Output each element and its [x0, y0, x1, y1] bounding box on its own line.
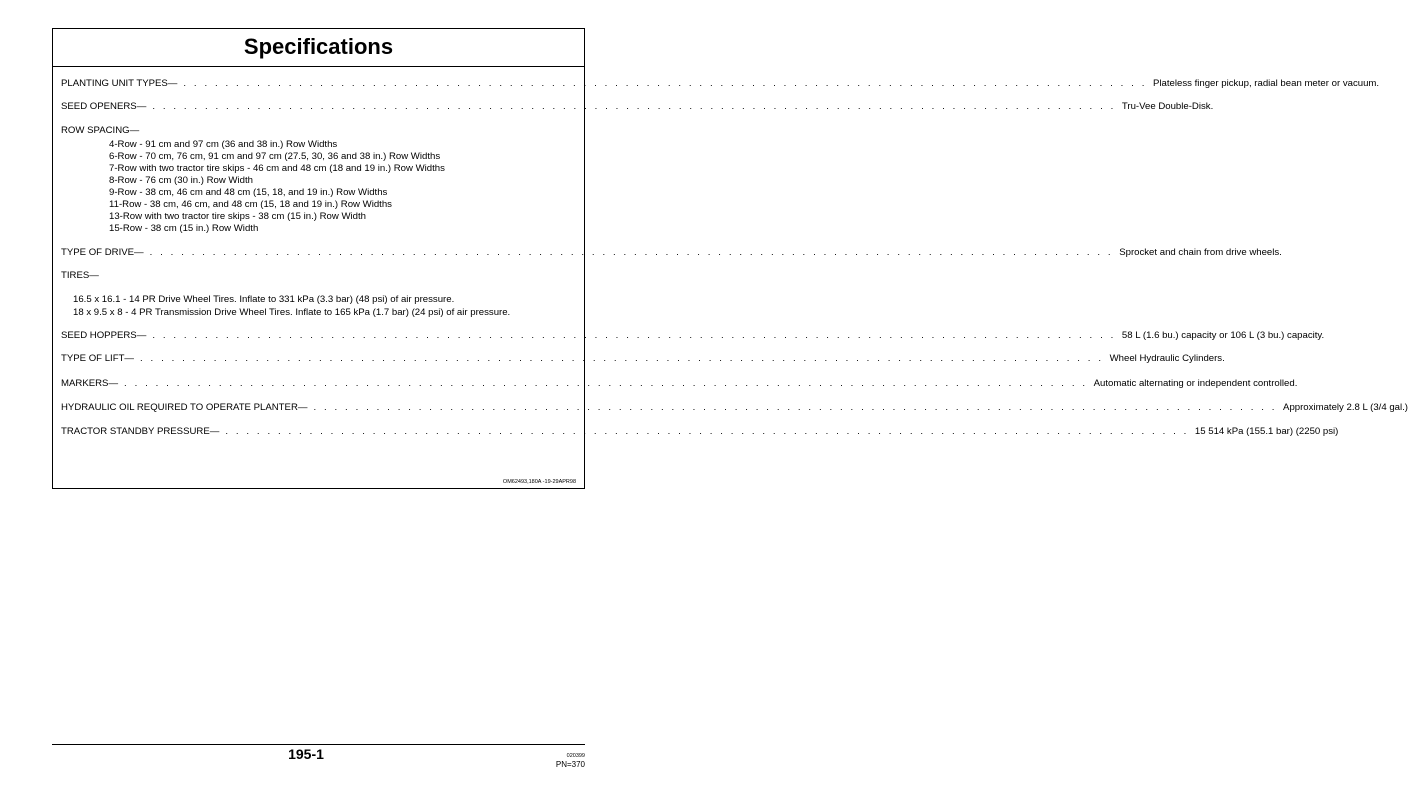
row-spacing-item: 11-Row - 38 cm, 46 cm, and 48 cm (15, 18 and 19 in.) Row Widths [109, 199, 392, 210]
spec-label: TYPE OF LIFT— [61, 353, 135, 364]
spec-label: SEED OPENERS— [61, 101, 147, 112]
spec-value: Automatic alternating or independent controlled. [1093, 378, 1298, 389]
row-spacing-item: 6-Row - 70 cm, 76 cm, 91 cm and 97 cm (27.5, 30, 36 and 38 in.) Row Widths [109, 151, 441, 162]
spec-seed-openers [61, 100, 1214, 114]
spec-box [52, 66, 1408, 489]
leader-dots: . . . . . . . . . . . . . . . . . . . . . . . . . . . . . . . . . . . . . . . . . . . . . . . . . . . . . . . . . . . . . . . . . . . . . . . . . . . . . . . . . . . . . . . . . . . . [152, 330, 1116, 341]
spec-value: Approximately 2.8 L (3/4 gal.) [1283, 402, 1408, 413]
spec-label: TRACTOR STANDBY PRESSURE— [61, 426, 220, 437]
row-spacing-item: 15-Row - 38 cm (15 in.) Row Width [109, 223, 259, 234]
spec-label: SEED HOPPERS— [61, 330, 147, 341]
footer-divider [52, 744, 585, 745]
spec-type-of-lift [61, 352, 1225, 366]
leader-dots: . . . . . . . . . . . . . . . . . . . . . . . . . . . . . . . . . . . . . . . . . . . . . . . . . . . . . . . . . . . . . . . . . . . . . . . . . . . . . . . . . . . . . . . . . . . . [183, 78, 1147, 89]
title-bar [52, 28, 585, 66]
leader-dots: . . . . . . . . . . . . . . . . . . . . . . . . . . . . . . . . . . . . . . . . . . . . . . . . . . . . . . . . . . . . . . . . . . . . . . . . . . . . . . . . . . . . . . . . . . . . [313, 402, 1278, 413]
reference-code: OM62493,180A -19-29APR98 [502, 479, 576, 485]
spec-label: HYDRAULIC OIL REQUIRED TO OPERATE PLANTER— [61, 402, 308, 413]
footer-date-code: 020399 [566, 753, 585, 759]
spec-tires-label: TIRES— [61, 270, 99, 281]
row-spacing-item: 9-Row - 38 cm, 46 cm and 48 cm (15, 18, and 19 in.) Row Widths [109, 187, 388, 198]
spec-value: 58 L (1.6 bu.) capacity or 106 L (3 bu.) capacity. [1121, 330, 1325, 341]
row-spacing-item: 8-Row - 76 cm (30 in.) Row Width [109, 175, 253, 186]
leader-dots: . . . . . . . . . . . . . . . . . . . . . . . . . . . . . . . . . . . . . . . . . . . . . . . . . . . . . . . . . . . . . . . . . . . . . . . . . . . . . . . . . . . . . . . . . . . . [140, 353, 1104, 364]
leader-dots: . . . . . . . . . . . . . . . . . . . . . . . . . . . . . . . . . . . . . . . . . . . . . . . . . . . . . . . . . . . . . . . . . . . . . . . . . . . . . . . . . . . . . . . . . . . . [149, 247, 1114, 258]
spec-value: Sprocket and chain from drive wheels. [1119, 247, 1282, 258]
spec-value: 15 514 kPa (155.1 bar) (2250 psi) [1194, 426, 1339, 437]
spec-standby-pressure [61, 425, 1339, 439]
spec-markers [61, 377, 1298, 391]
tire-item: 16.5 x 16.1 - 14 PR Drive Wheel Tires. Inflate to 331 kPa (3.3 bar) (48 psi) of air pressure. [73, 294, 455, 305]
spec-value: Plateless finger pickup, radial bean meter or vacuum. [1152, 78, 1380, 89]
tire-item: 18 x 9.5 x 8 - 4 PR Transmission Drive Wheel Tires. Inflate to 165 kPa (1.7 bar) (24 psi) of air pressure. [73, 307, 511, 318]
spec-label: MARKERS— [61, 378, 119, 389]
spec-hydraulic-oil [61, 401, 1408, 415]
spec-type-of-drive [61, 246, 1282, 260]
leader-dots: . . . . . . . . . . . . . . . . . . . . . . . . . . . . . . . . . . . . . . . . . . . . . . . . . . . . . . . . . . . . . . . . . . . . . . . . . . . . . . . . . . . . . . . . . . . . [225, 426, 1189, 437]
leader-dots: . . . . . . . . . . . . . . . . . . . . . . . . . . . . . . . . . . . . . . . . . . . . . . . . . . . . . . . . . . . . . . . . . . . . . . . . . . . . . . . . . . . . . . . . . . . . [124, 378, 1088, 389]
row-spacing-item: 13-Row with two tractor tire skips - 38 cm (15 in.) Row Width [109, 211, 366, 222]
spec-label: TYPE OF DRIVE— [61, 247, 144, 258]
spec-label: PLANTING UNIT TYPES— [61, 78, 178, 89]
spec-value: Wheel Hydraulic Cylinders. [1109, 353, 1225, 364]
spec-seed-hoppers [61, 329, 1325, 343]
spec-row-spacing-label: ROW SPACING— [61, 125, 140, 136]
row-spacing-item: 4-Row - 91 cm and 97 cm (36 and 38 in.) Row Widths [109, 139, 338, 150]
page-title: Specifications [243, 34, 394, 59]
spec-value: Tru-Vee Double-Disk. [1121, 101, 1214, 112]
spec-planting-unit [61, 77, 1380, 91]
footer-pn: PN=370 [555, 760, 585, 769]
leader-dots: . . . . . . . . . . . . . . . . . . . . . . . . . . . . . . . . . . . . . . . . . . . . . . . . . . . . . . . . . . . . . . . . . . . . . . . . . . . . . . . . . . . . . . . . . . . . [152, 101, 1116, 112]
page-number: 195-1 [288, 746, 324, 762]
row-spacing-item: 7-Row with two tractor tire skips - 46 cm and 48 cm (18 and 19 in.) Row Widths [109, 163, 445, 174]
